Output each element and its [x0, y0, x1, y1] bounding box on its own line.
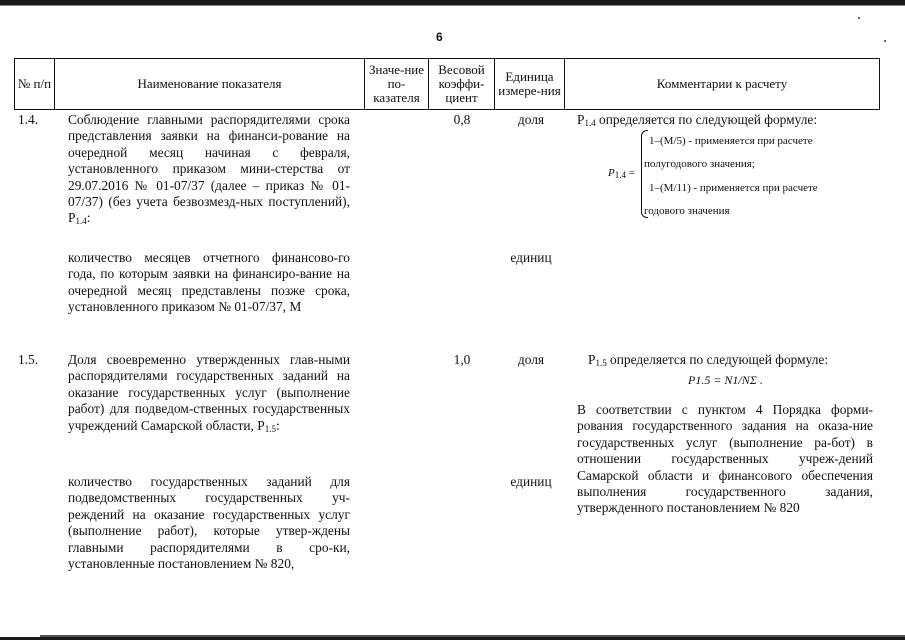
row-1-5-subindicator-name: количество государственных заданий для подведомственных государственных уч-реждений на оказание государственных услуг (выполнение работ), которые утвер-ждены главными распорядителями в сро-ки, установленные постановлением № 820, [68, 474, 350, 572]
header-num: № п/п [15, 59, 55, 110]
row-1-5-number: 1.5. [18, 352, 39, 367]
row-1-5-unit: доля [517, 352, 545, 367]
row-1-4-weight: 0,8 [453, 112, 471, 127]
row-1-4-unit: доля [517, 112, 545, 127]
row-1-5-weight: 1,0 [453, 352, 471, 367]
header-unit: Единица измере-ния [495, 59, 565, 110]
header-weight: Весовой коэффи-циент [429, 59, 495, 110]
header-name: Наименование показателя [55, 59, 365, 110]
row-1-4-subindicator-name: количество месяцев отчетного финансово-го года, по которым заявки на финансиро-вание на очередной месяц представлены позже срока, установленного приказом № 01-07/37, M [68, 250, 350, 315]
formula-1-4-line1: 1–(M/5) - применяется при расчете [649, 135, 813, 147]
row-1-4-number: 1.4. [18, 112, 39, 127]
formula-1-5: P1.5 = N1/NΣ . [688, 373, 763, 387]
formula-1-4-line2b: годового значения [644, 205, 730, 217]
header-comment: Комментарии к расчету [565, 59, 880, 110]
row-1-5-name: Доля своевременно утвержденных глав-ными распорядителями государственных заданий на оказание государственных услуг (выполнение работ) для подведом-ственных государственных учреждений Самарской области, $P_{1.5}$: [68, 352, 350, 434]
row-1-4-name: Соблюдение главными распорядителями срока представления заявки на финанси-рование на очередной месяц начиная с февраля, установленного приказом мини-стерства от 29.07.2016 № 01-07/37 (далее – приказ № 01-07/37) (без учета безвозмезд-ных поступлений), $P_{1.4}$: [68, 112, 350, 227]
row-1-5-comment-body: В соответствии с пунктом 4 Порядка форми-рования государственного задания на оказа-ние государственных услуг (выполнение ра-бот) в отношении государственных учреж-дений Самарской области и финансового обеспечения выполнения государственного задания, утвержденного постановлением № 820 [577, 402, 873, 516]
formula-1-4-line1b: полугодового значения; [644, 158, 755, 170]
row-1-4-comment-intro: $P_{1.4}$ определяется по следующей формуле: [577, 112, 818, 128]
row-1-5-comment-intro: $P_{1.5}$ определяется по следующей формуле: [588, 352, 829, 368]
table-header-row [15, 59, 880, 110]
indicator-table [14, 58, 880, 110]
scan-border-bottom-shadow [40, 635, 905, 637]
scan-speck [884, 40, 886, 42]
header-value: Значе-ние по-казателя [365, 59, 429, 110]
row-1-5-subindicator-unit: единиц [510, 474, 552, 489]
row-1-4-subindicator-unit: единиц [510, 250, 552, 265]
page-number: 6 [436, 30, 443, 44]
formula-1-4-lhs: $P_{1.4}$ = [608, 167, 635, 180]
scan-speck [858, 17, 860, 19]
scan-border-top-shadow [0, 5, 905, 6]
formula-1-4-line2: 1–(M/11) - применяется при расчете [649, 182, 818, 194]
